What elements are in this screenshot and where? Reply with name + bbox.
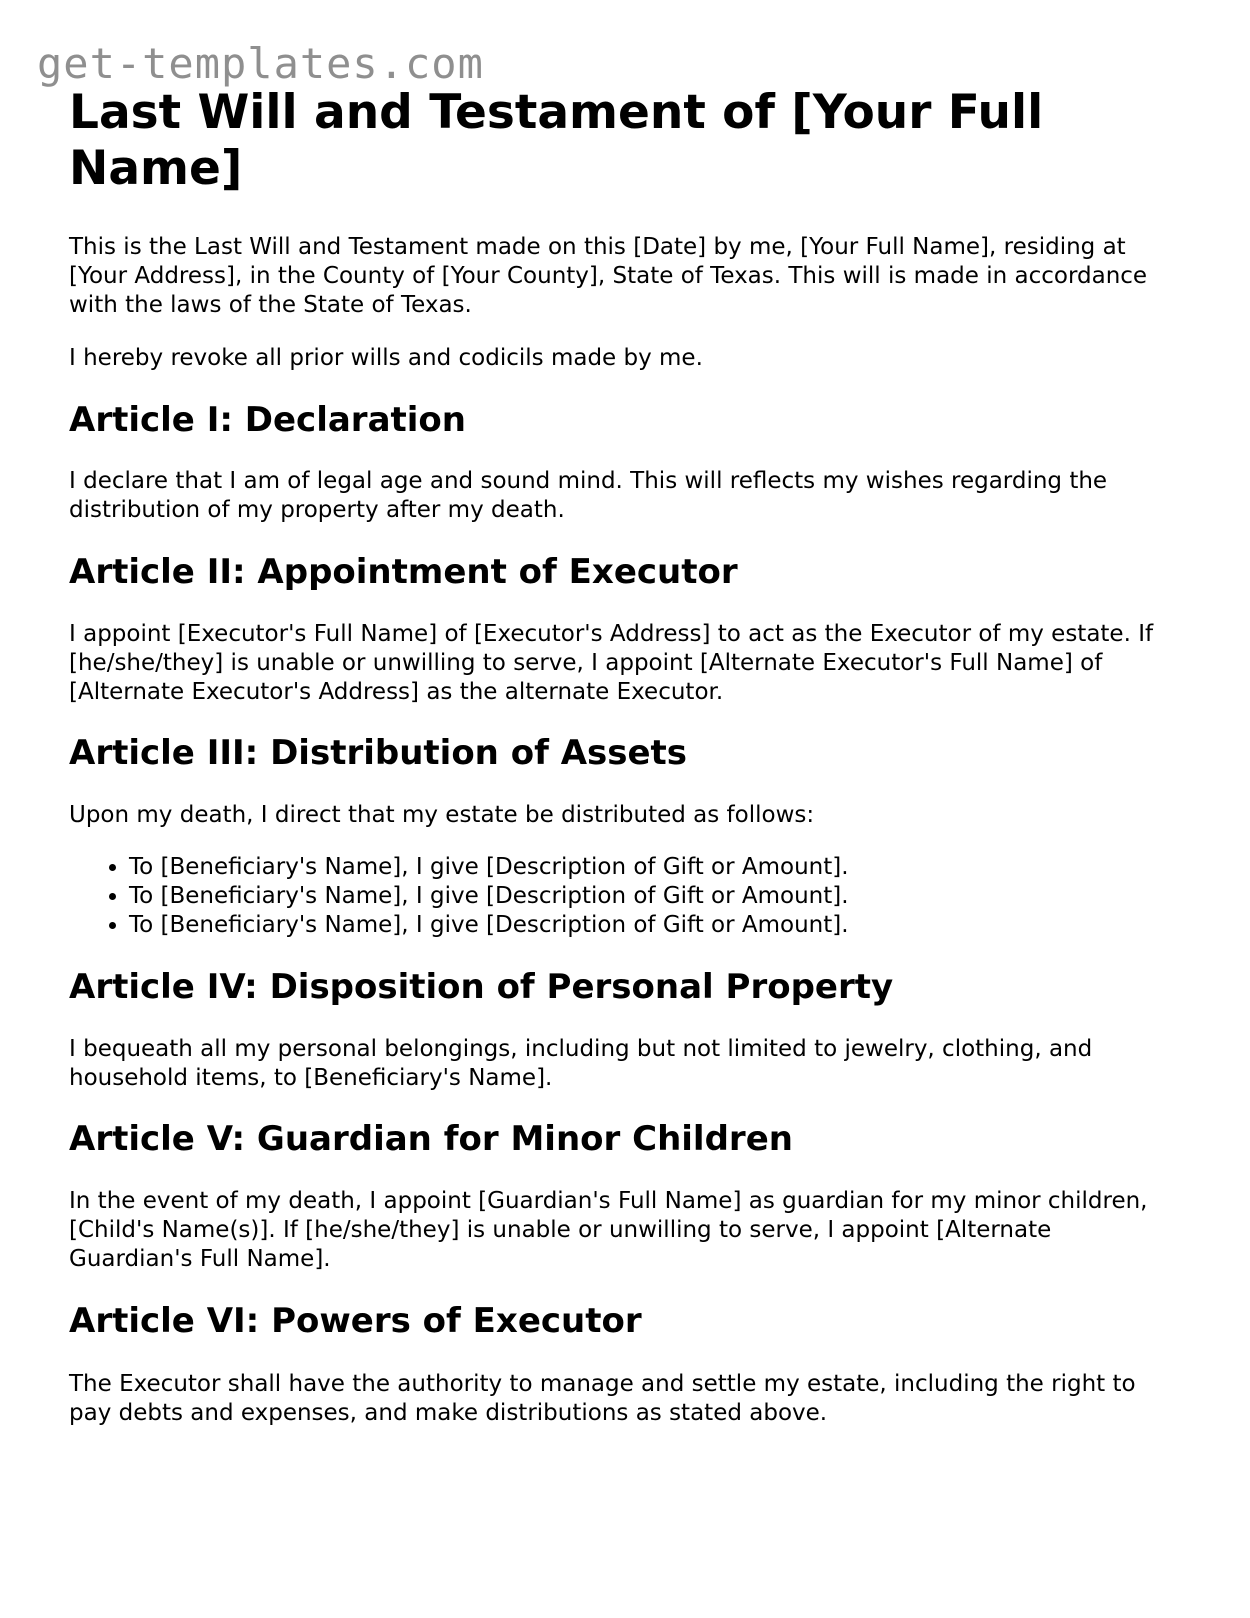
document-title: Last Will and Testament of [Your Full Name] <box>69 85 1044 196</box>
article-6-heading: Article VI: Powers of Executor <box>69 1301 642 1341</box>
intro-paragraph: This is the Last Will and Testament made on this [Date] by me, [Your Full Name], residing at [Your Address], in the County of [Your County], State of Texas. This will is made in accordance with the laws of the State of Texas. <box>69 234 1148 318</box>
revocation-paragraph: I hereby revoke all prior wills and codicils made by me. <box>69 345 703 371</box>
article-1-body: I declare that I am of legal age and sound mind. This will reflects my wishes regarding the distribution of my property after my death. <box>69 468 1108 523</box>
watermark: get-templates.com <box>37 39 484 88</box>
article-2-heading: Article II: Appointment of Executor <box>69 552 738 592</box>
article-4-body: I bequeath all my personal belongings, including but not limited to jewelry, clothing, and household items, to [Beneficiary's Name]. <box>69 1036 1093 1091</box>
list-item: • To [Beneficiary's Name], I give [Description of Gift or Amount]. <box>129 882 1179 911</box>
article-3-body: Upon my death, I direct that my estate be distributed as follows: <box>69 802 815 828</box>
list-item: • To [Beneficiary's Name], I give [Description of Gift or Amount]. <box>129 911 1179 940</box>
article-5-heading: Article V: Guardian for Minor Children <box>69 1119 793 1159</box>
list-item: • To [Beneficiary's Name], I give [Description of Gift or Amount]. <box>129 853 1179 882</box>
will-document <box>69 85 1179 1428</box>
article-2-body: I appoint [Executor's Full Name] of [Executor's Address] to act as the Executor of my estate. If [he/she/they] is unable or unwilling to serve, I appoint [Alternate Executor's Full Name] of [Alternate Executor's Address] as the alternate Executor. <box>69 621 1154 705</box>
article-3-heading: Article III: Distribution of Assets <box>69 733 688 773</box>
article-5-body: In the event of my death, I appoint [Guardian's Full Name] as guardian for my minor children, [Child's Name(s)]. If [he/she/they] is unable or unwilling to serve, I appoint [Alternate Guardian's Full Name]. <box>69 1188 1148 1272</box>
article-1-heading: Article I: Declaration <box>69 400 466 440</box>
article-4-heading: Article IV: Disposition of Personal Property <box>69 967 894 1007</box>
article-6-body: The Executor shall have the authority to manage and settle my estate, including the right to pay debts and expenses, and make distributions as stated above. <box>69 1371 1136 1426</box>
beneficiary-list <box>69 853 1179 940</box>
